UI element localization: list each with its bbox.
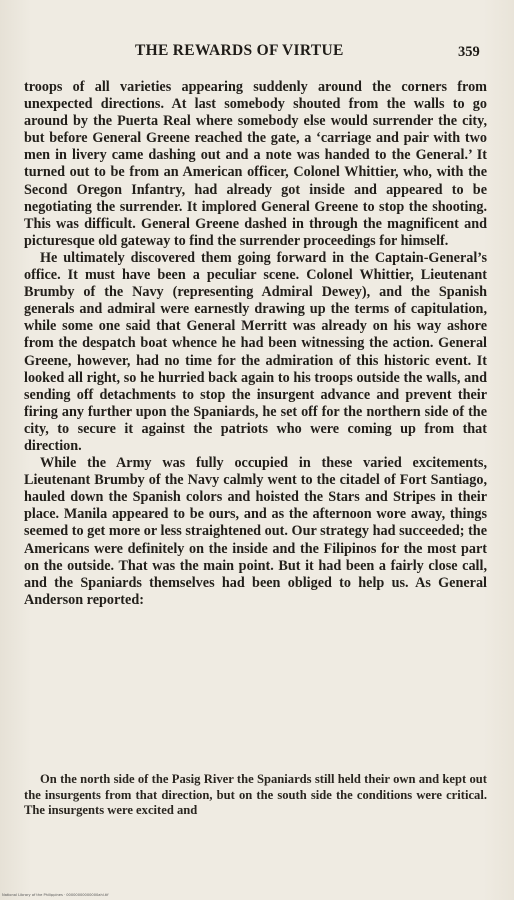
body-text bbox=[24, 79, 487, 609]
page-number: 359 bbox=[458, 44, 480, 60]
page-header bbox=[0, 40, 514, 64]
running-head: THE REWARDS OF VIRTUE bbox=[135, 42, 344, 59]
quote-paragraph: On the north side of the Pasig River the Spaniards still held their own and kept out the insurgents from that direction, but on the south side the conditions were critical. The insurgents were excited and bbox=[24, 772, 487, 818]
paragraph-1: troops of all varieties appearing suddenly around the corners from unexpected directions. At last somebody shouted from the walls to go around by the Puerta Real where somebody else would surrender the city, but before General Greene reached the gate, a ‘carriage and pair with two men in livery came dashing out and a note was handed to the General.’ It turned out to be from an American officer, Colonel Whittier, who, with the Second Oregon Infantry, had already got inside and appeared to be negotiating the surrender. It implored General Greene to stop the shooting. This was difficult. General Greene dashed in through the magnificent and picturesque old gateway to find the surrender proceedings for himself. bbox=[24, 79, 487, 249]
scan-footer-mark: National Library of the Philippines · 00000000000000ahl.tif bbox=[2, 893, 109, 897]
paragraph-2: He ultimately discovered them going forward in the Captain-General’s office. It must have been a peculiar scene. Colonel Whittier, Lieutenant Brumby of the Navy (representing Admiral Dewey), and the Spanish generals and admiral were earnestly drawing up the terms of capitulation, while some one said that General Merritt was already on his way ashore from the despatch boat whence he had been witnessing the action. General Greene, however, had no time for the admiration of this historic event. It looked all right, so he hurried back again to his troops outside the walls, and sending off detachments to stop the insurgent advance and prevent their firing any further upon the Spaniards, he set off for the northern side of the city, to secure it against the patriots who were coming up from that direction. bbox=[24, 249, 487, 454]
block-quote bbox=[24, 772, 487, 819]
paragraph-3: While the Army was fully occupied in these varied excitements, Lieutenant Brumby of the Navy calmly went to the citadel of Fort Santiago, hauled down the Spanish colors and hoisted the Stars and Stripes in their place. Manila appeared to be ours, and as the afternoon wore away, things seemed to get more or less straightened out. Our strategy had succeeded; the Americans were definitely on the inside and the Filipinos for the most part on the outside. That was the main point. But it had been a fairly close call, and the Spaniards themselves had been obliged to help us. As General Anderson reported: bbox=[24, 455, 487, 608]
